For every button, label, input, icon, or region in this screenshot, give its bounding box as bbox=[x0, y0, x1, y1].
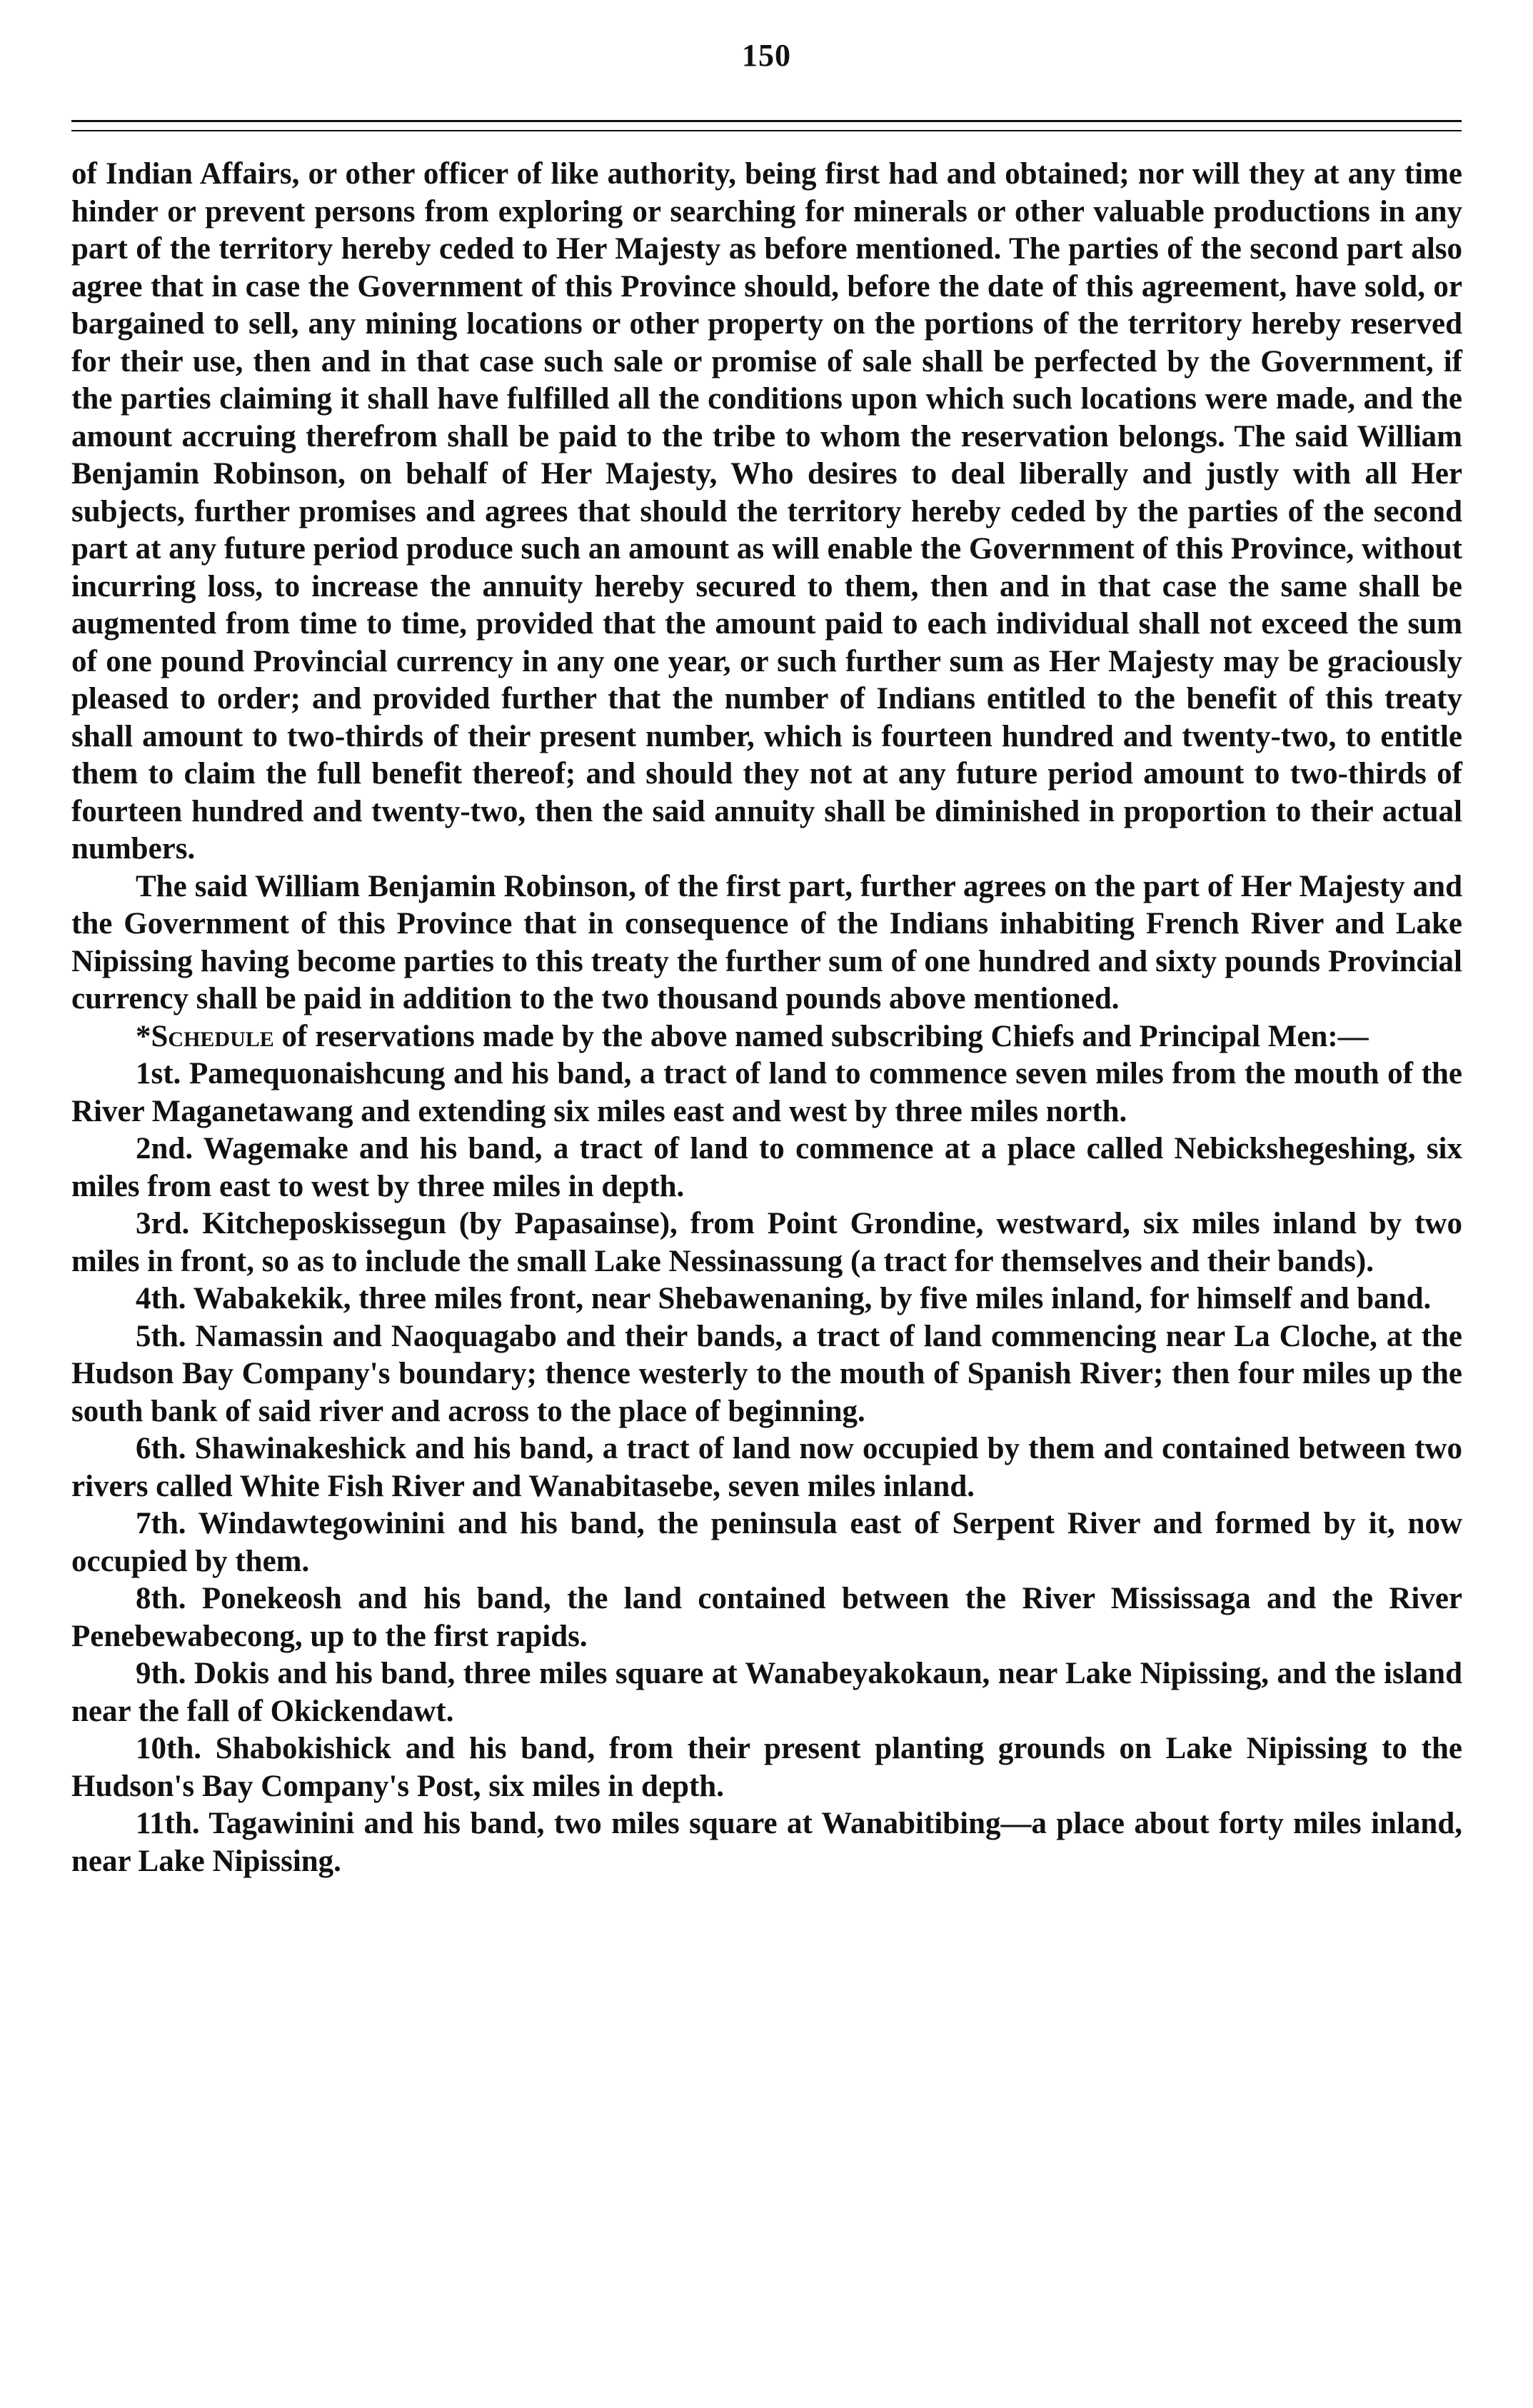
paragraph-further-agreement: The said William Benjamin Robinson, of the first part, further agrees on the part of Her Majesty and the Government of this Province that in consequence of the Indians inhabiting French River and Lake Nipissing having become parties to this treaty the further sum of one hundred and sixty pounds Provincial currency shall be paid in addition to the two thousand pounds above mentioned. bbox=[71, 869, 1462, 1015]
reservation-item-11: 11th. Tagawinini and his band, two miles square at Wanabitibing—a place about forty miles inland, near Lake Nipissing. bbox=[71, 1807, 1462, 1878]
header-rule-top bbox=[71, 120, 1462, 122]
reservation-item-8: 8th. Ponekeosh and his band, the land contained between the River Mississaga and the River Penebewabecong, up to the first rapids. bbox=[71, 1582, 1462, 1653]
reservation-item-6: 6th. Shawinakeshick and his band, a tract of land now occupied by them and contained between two rivers called White Fish River and Wanabitasebe, seven miles inland. bbox=[71, 1432, 1462, 1503]
reservation-item-7: 7th. Windawtegowinini and his band, the peninsula east of Serpent River and formed by it, now occupied by them. bbox=[71, 1507, 1462, 1578]
schedule-intro-text: of reservations made by the above named subscribing Chiefs and Principal Men:— bbox=[273, 1019, 1369, 1053]
schedule-heading: Schedule bbox=[151, 1019, 274, 1053]
reservation-item-4: 4th. Wabakekik, three miles front, near Shebawenaning, by five miles inland, for himself and band. bbox=[136, 1282, 1432, 1315]
reservation-item-10: 10th. Shabokishick and his band, from their present planting grounds on Lake Nipissing to the Hudson's Bay Company's Post, six miles in depth. bbox=[71, 1732, 1462, 1803]
page-number: 150 bbox=[742, 38, 791, 73]
schedule-intro bbox=[71, 1018, 1462, 1056]
reservation-item-1: 1st. Pamequonaishcung and his band, a tract of land to commence seven miles from the mouth of the River Maganetawang and extending six miles east and west by three miles north. bbox=[71, 1057, 1462, 1128]
paragraph-continuation: of Indian Affairs, or other officer of like authority, being first had and obtained; nor will they at any time hinder or prevent persons from exploring or searching for minerals or other valuable productions in any part of the territory hereby ceded to Her Majesty as before mentioned. The parties of the second part also agree that in case the Government of this Province should, before the date of this agreement, have sold, or bargained to sell, any mining locations or other property on the portions of the territory hereby reserved for their use, then and in that case such sale or promise of sale shall be perfected by the Government, if the parties claiming it shall have fulfilled all the conditions upon which such locations were made, and the amount accruing therefrom shall be paid to the tribe to whom the reservation belongs. The said William Benjamin Robinson, on behalf of Her Majesty, Who desires to deal liberally and justly with all Her subjects, further promises and agrees that should the territory hereby ceded by the parties of the second part at any future period produce such an amount as will enable the Government of this Province, without incurring loss, to increase the annuity hereby secured to them, then and in that case the same shall be augmented from time to time, provided that the amount paid to each individual shall not exceed the sum of one pound Provincial currency in any one year, or such further sum as Her Majesty may be graciously pleased to order; and provided further that the number of Indians entitled to the benefit of this treaty shall amount to two-thirds of their present number, which is fourteen hundred and twenty-two, to entitle them to claim the full benefit thereof; and should they not at any future period amount to two-thirds of fourteen hundred and twenty-two, then the said annuity shall be diminished in proportion to their actual numbers. bbox=[71, 157, 1462, 866]
body-text bbox=[71, 156, 1462, 1880]
reservation-item-3: 3rd. Kitcheposkissegun (by Papasainse), from Point Grondine, westward, six miles inland by two miles in front, so as to include the small Lake Nessinassung (a tract for themselves and their bands). bbox=[71, 1207, 1462, 1278]
reservation-item-5: 5th. Namassin and Naoquagabo and their bands, a tract of land commencing near La Cloche, at the Hudson Bay Company's boundary; thence westerly to the mouth of Spanish River; then four miles up the south bank of said river and across to the place of beginning. bbox=[71, 1319, 1462, 1428]
footnote-marker: * bbox=[136, 1019, 151, 1053]
header-rule-bottom bbox=[71, 130, 1462, 131]
reservation-item-9: 9th. Dokis and his band, three miles square at Wanabeyakokaun, near Lake Nipissing, and the island near the fall of Okickendawt. bbox=[71, 1657, 1462, 1728]
reservation-item-2: 2nd. Wagemake and his band, a tract of land to commence at a place called Nebickshegeshing, six miles from east to west by three miles in depth. bbox=[71, 1132, 1462, 1203]
